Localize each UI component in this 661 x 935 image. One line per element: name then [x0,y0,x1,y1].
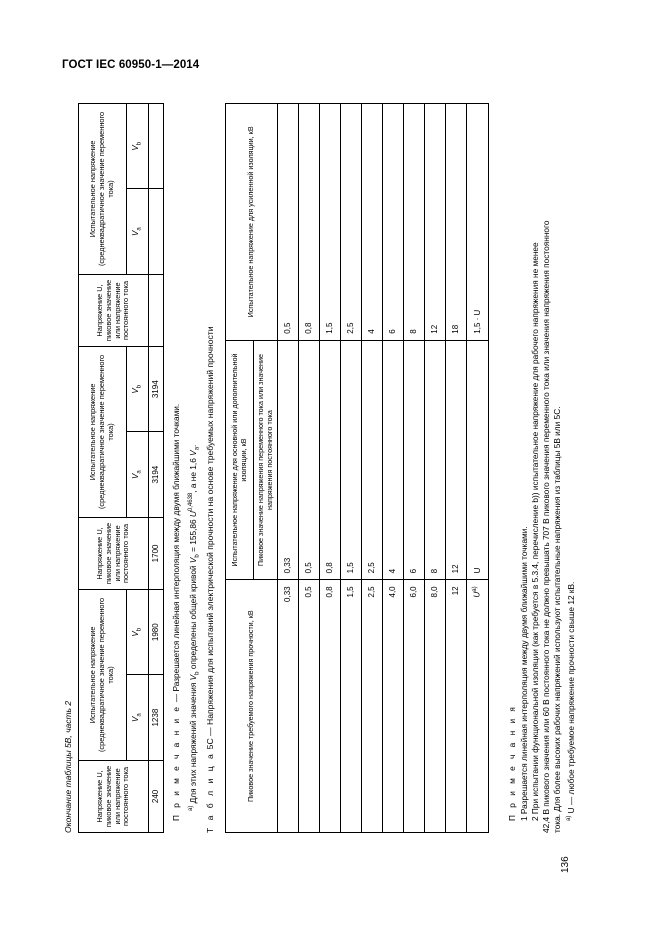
head-test: Испытательное напряжение (среднеквадратичное значение переменного тока) [79,104,127,275]
table5c-caption: Т а б л и ц а 5С — Напряжения для испытаний электрической прочности на основе требуемых напряжений прочности [205,326,215,833]
table-5b [78,103,164,833]
table5c-notes-label: П р и м е ч а н и я [507,704,517,821]
table5c-cell: 2,5 [362,580,383,833]
table5b-caption: Окончание таблицы 5В, часть 2 [63,700,73,833]
table5c-cell: 2,5 [341,104,362,341]
table5c-cell: 4 [362,104,383,341]
table5c-cell: 0,8 [320,580,341,833]
head-test: Испытательное напряжение (среднеквадратичное значение переменного тока) [79,590,127,761]
head-peak: Напряжение U, пиковое значение или напряжение постоянного тока [79,517,149,589]
table5b-cell [149,189,164,274]
table5b-footnote: $^{a)}$ Для этих напряжений значения $V_b$ определены общей кривой $V_b = 155,86$ $U^{0,4638}$, а не 1,6 $V_a$. [187,444,201,811]
table5c-cell: U [467,340,489,580]
head-va: $V_a$ [127,675,149,760]
table5c-cell: 12 [425,104,446,341]
table5c-cell: 0,8 [320,340,341,580]
table5c-cell: 0,5 [299,580,320,833]
head-peak: Напряжение U, пиковое значение или напряжение постоянного тока [79,760,149,832]
table5c-footnote: $^{a)}$ U — любое требуемое напряжение прочности свыше 12 кВ. [565,581,576,821]
table5c-cell: 4,0 [383,580,404,833]
document-header: ГОСТ IEC 60950-1—2014 [62,59,200,71]
head-vb: $V_b$ [127,104,149,189]
table5c-cell: 6,0 [404,580,425,833]
table5c-cell: 0,8 [299,104,320,341]
table5b-cell [149,274,164,346]
table5c-note: 42,4 В пикового значения или 60 В постоянного тока не должно превышать 707 В пикового значения переменного тока или значения напряжения постоянного [541,220,551,833]
table5c-cell: 1,5 [341,580,362,833]
table5c-cell: 8 [425,340,446,580]
table5c-cell: 12 [446,580,467,833]
table5b-note: П р и м е ч а н и е — Разрешается линейная интерполяция между двумя ближайшими точками. [171,403,181,821]
table5b-cell: 3194 [149,432,164,517]
table5c-note: 1 Разрешается линейная интерполяция между двумя ближайшими точками. [519,526,529,821]
table5c-cell: 1,5 [320,104,341,341]
table5c-cell: 8 [404,104,425,341]
table5b-cell: 3194 [149,347,164,432]
table5c-cell: 0,5 [299,340,320,580]
table5c-cell: 18 [446,104,467,341]
table5b-cell: 1238 [149,675,164,760]
table5c-cell: 2,5 [362,340,383,580]
head-test: Испытательное напряжение (среднеквадратичное значение переменного тока) [79,347,127,518]
table5c-cell: 12 [446,340,467,580]
table5c-cell: 0,33 [278,340,299,580]
rotated-content [60,83,580,873]
table5c-note: тока. Для более высоких рабочих напряжений используют испытательные напряжения из таблицы 5В или 5С. [552,406,562,833]
table5c-cell: 1,5 [341,340,362,580]
head-vb: $V_b$ [127,590,149,675]
table5c-cell: 6 [383,104,404,341]
table5c-cell: $U^{a)}$ [467,580,489,833]
head-peak: Напряжение U, пиковое значение или напряжение постоянного тока [79,274,149,346]
head-va: $V_a$ [127,189,149,274]
table5c-cell: 4 [383,340,404,580]
head-basic-insulation: Испытательное напряжение для основной или дополнительной изоляции, кВ [226,340,254,580]
head-ac-dc-sub: Пиковое значение напряжения переменного тока или значение напряжения постоянного тока [254,340,278,580]
table5c-cell: 0,5 [278,104,299,341]
head-peak-withstand: Пиковое значение требуемого напряжения прочности, кВ [226,580,278,833]
head-vb: $V_b$ [127,347,149,432]
table5c-cell: 0,33 [278,580,299,833]
head-reinforced-insulation: Испытательное напряжение для усиленной изоляции, кВ [226,104,278,341]
head-va: $V_a$ [127,432,149,517]
page-number: 136 [560,856,571,873]
table5c-cell: 1,5 · U [467,104,489,341]
table5c-note: 2 При испытании функциональной изоляции (как требуется в 5.3.4, перечисление b)) испытательное напряжение для рабочего напряжения не менее [530,242,540,821]
table5b-cell [149,104,164,189]
table5b-cell: 1980 [149,590,164,675]
table5c-cell: 8,0 [425,580,446,833]
table5b-cell: 240 [149,760,164,832]
table-5c [225,103,489,833]
table5c-cell: 6 [404,340,425,580]
table5b-cell: 1700 [149,517,164,589]
